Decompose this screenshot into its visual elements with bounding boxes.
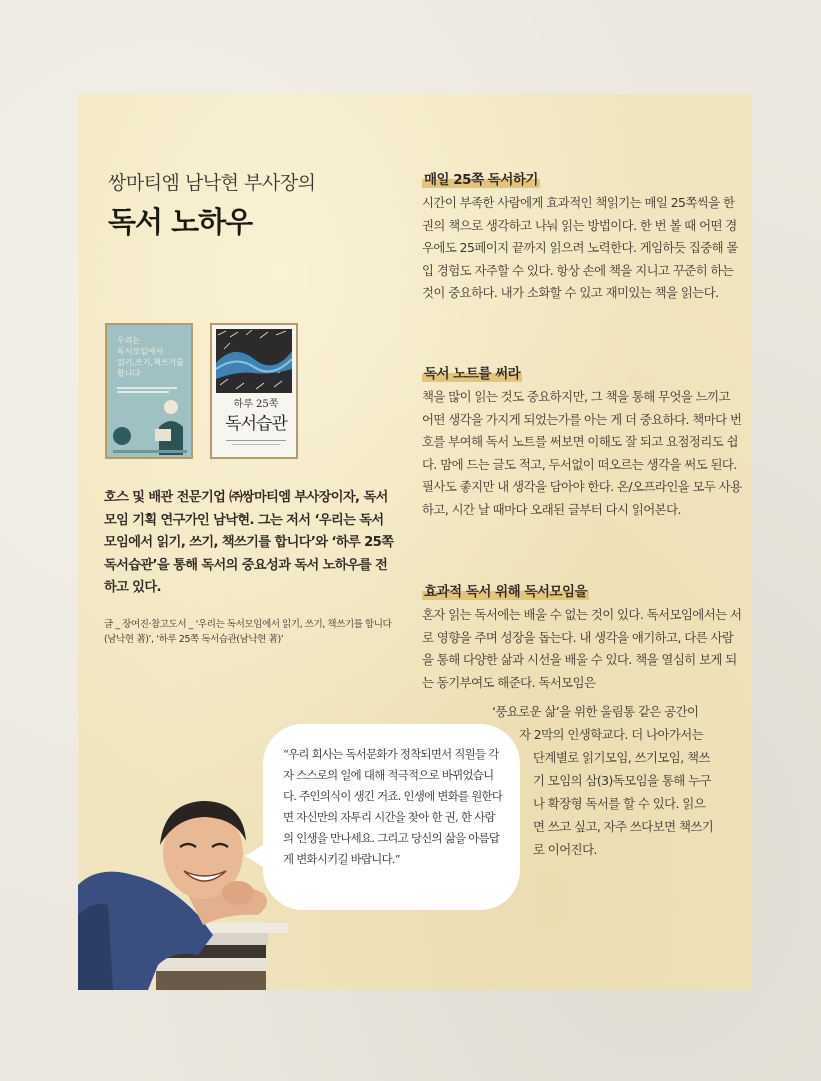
section-body-line: 나 확장형 독서를 할 수 있다. 읽으 xyxy=(533,796,706,811)
book-badge-icon xyxy=(113,427,131,445)
section-reading-club xyxy=(422,580,742,694)
book-cover-title-top: 하루 25쪽 xyxy=(233,399,279,410)
article-subtitle: 쌍마티엠 남낙현 부사장의 xyxy=(108,172,316,194)
section-body-line: 면 쓰고 싶고, 자주 쓰다보면 책쓰기 xyxy=(533,819,714,834)
book-cover-title-line: 합니다 xyxy=(117,369,141,378)
section-body: 혼자 읽는 독서에는 배울 수 없는 것이 있다. 독서모임에서는 서로 영향을 주며 성장을 돕는다. 내 생각을 얘기하고, 다른 사람을 통해 다양한 삶과 시선을 배울 수 있다. 책을 열심히 보게 되는 동기부여도 해준다. 독서모임은 xyxy=(422,607,742,690)
river-illustration-icon xyxy=(216,329,292,393)
section-body-line: 자 2막의 인생학교다. 더 나아가서는 xyxy=(519,727,704,742)
section-heading: 효과적 독서 위해 독서모임을 xyxy=(422,580,589,600)
intro-text: 호스 및 배관 전문기업 ㈜쌍마티엠 부사장이자, 독서모임 기획 연구가인 남낙현. 그는 저서 ‘우리는 독서모임에서 읽기, 쓰기, 책쓰기를 합니다’와 ‘하루 25쪽 독서습관’을 통해 독서의 중요성과 독서 노하우를 전하고 있다. xyxy=(104,490,394,595)
book-cover-title-line: 읽기,쓰기,책쓰기를 xyxy=(117,358,184,367)
book-stack-item xyxy=(150,958,268,972)
book-stack-item xyxy=(156,971,266,990)
quote-text: “우리 회사는 독서문화가 정착되면서 직원들 각자 스스로의 일에 대해 적극적으로 바뀌었습니다. 주인의식이 생긴 거죠. 인생에 변화를 원한다면 자신만의 자투리 시간을 찾아 한 권, 한 사람의 인생을 만나세요. 그리고 당신의 삶을 아름답게 변화시키길 바랍니다.” xyxy=(283,747,503,866)
shirt-shadow xyxy=(78,904,113,990)
section-body: 책을 많이 읽는 것도 중요하지만, 그 책을 통해 무엇을 느끼고 어떤 생각을 가지게 되었는가를 아는 게 더 중요하다. 책마다 번호를 부여해 독서 노트를 써보면 이해도 잘 되고 요점정리도 쉽다. 맘에 드는 글도 적고, 두서없이 떠오르는 생각을 써도 된다. 필사도 좋지만 내 생각을 담아야 한다. 온/오프라인을 모두 사용하고, 시간 날 때마다 오래된 글부터 다시 읽어본다. xyxy=(422,389,742,517)
book-cover-title xyxy=(117,335,185,379)
article-title: 독서 노하우 xyxy=(108,205,253,239)
section-body-line: 단계별로 읽기모임, 쓰기모임, 책쓰 xyxy=(533,750,710,765)
reader-illustration-icon xyxy=(151,397,185,455)
author-photo xyxy=(78,775,298,990)
book-cover-title-line: 독서모임에서 xyxy=(117,347,164,356)
book-cover-footer xyxy=(113,450,187,453)
book-cover-title-line: 우리는 xyxy=(117,336,141,345)
section-heading: 매일 25쪽 독서하기 xyxy=(422,168,540,188)
book-cover-daily-reading xyxy=(210,323,298,459)
section-body: 시간이 부족한 사람에게 효과적인 책읽기는 매일 25쪽씩을 한 권의 책으로 생각하고 나눠 읽는 방법이다. 한 번 볼 때 어떤 경우에도 25페이지 끝까지 읽으려 노력한다. 게임하듯 집중해 몰입 경험도 자주할 수 있다. 항상 손에 책을 지니고 꾸준히 하는 것이 중요하다. 내가 소화할 수 있고 재미있는 책을 읽는다. xyxy=(422,195,738,301)
section-daily-reading xyxy=(422,168,742,305)
section-heading: 독서 노트를 써라 xyxy=(422,362,522,382)
section-body-line: 기 모임의 삼(3)독모임을 통해 누구 xyxy=(533,773,711,788)
section-reading-notes xyxy=(422,362,742,522)
section-body-line: 로 이어진다. xyxy=(533,842,597,857)
section-body-line: ‘풍요로운 삶’을 위한 울림통 같은 공간이 xyxy=(492,704,699,719)
book-cover-reading-club xyxy=(105,323,193,459)
credit-text: 글 _ 장여진·참고도서 _ ‘우리는 독서모임에서 읽기, 쓰기, 책쓰기를 합니다(남낙현 著)’, ‘하루 25쪽 독서습관(남낙현 著)’ xyxy=(104,619,392,645)
book-cover-title-main: 독서습관 xyxy=(225,414,287,434)
hand-shape xyxy=(222,881,254,905)
book-cover-subtext xyxy=(117,385,187,395)
book-cover-subtext xyxy=(218,437,294,448)
